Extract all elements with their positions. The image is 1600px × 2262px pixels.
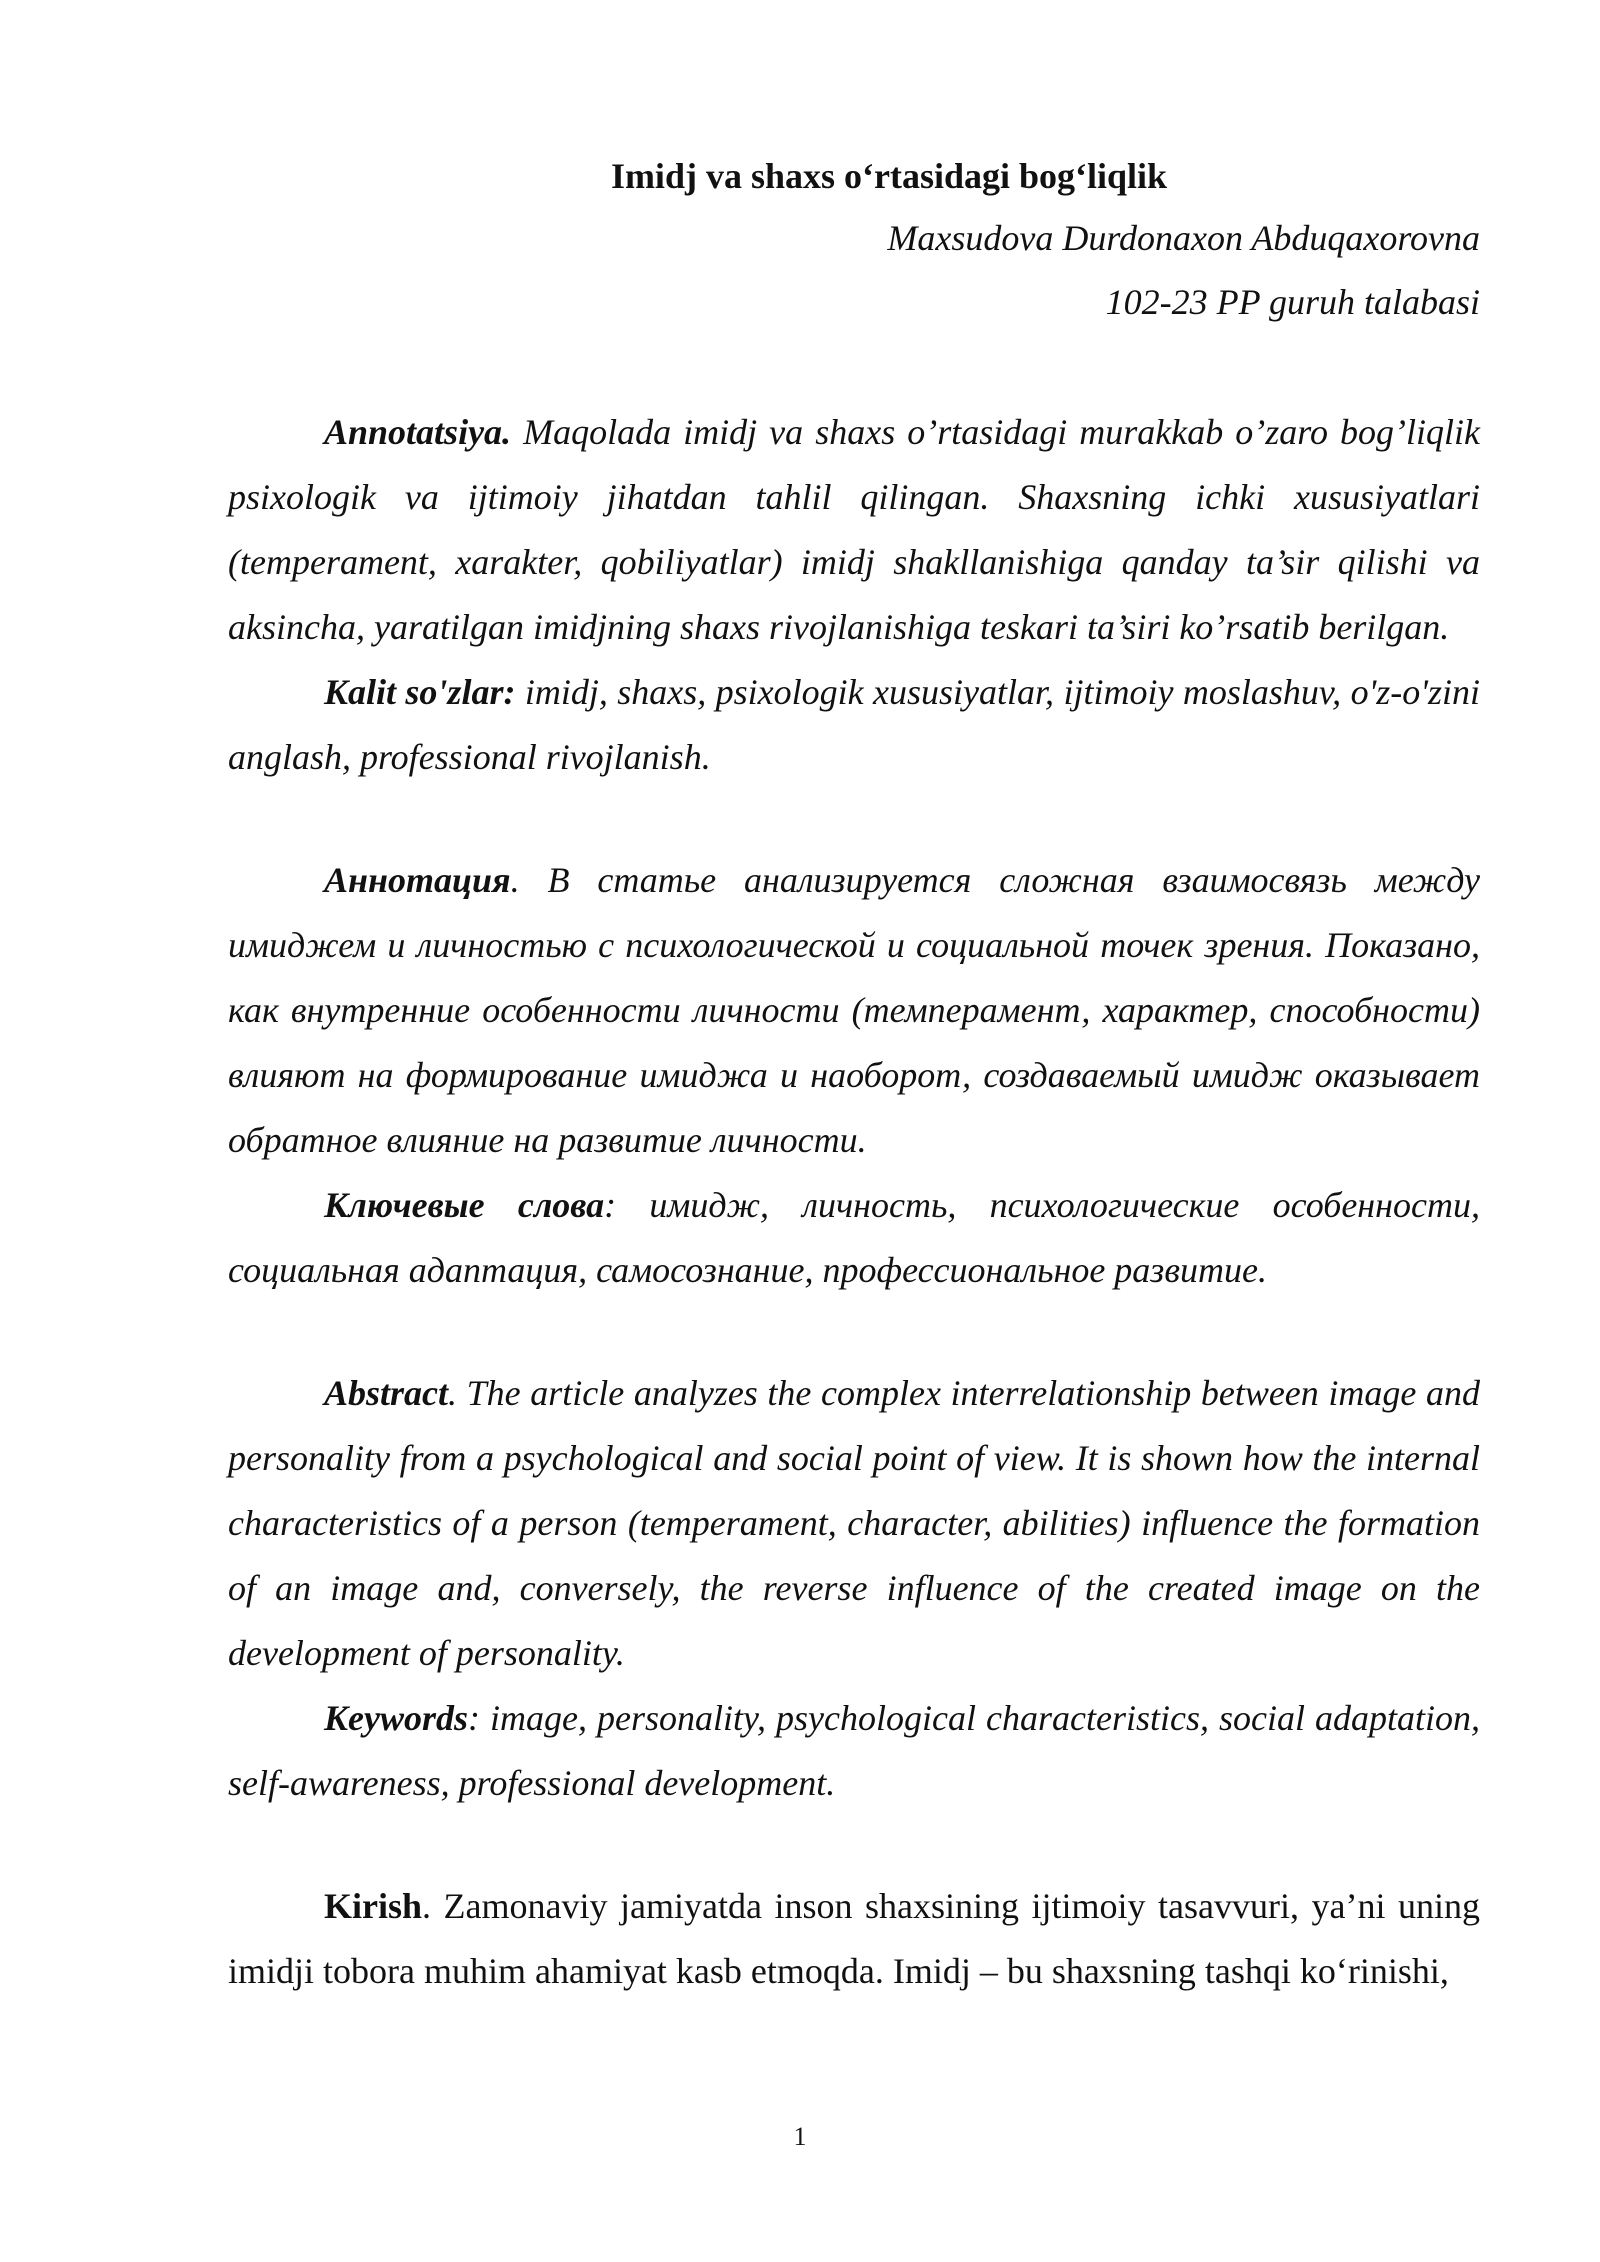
keywords-en-label: Keywords — [324, 1698, 468, 1738]
annotation-uz-label: Annotatsiya. — [324, 412, 512, 452]
introduction-text: . Zamonaviy jamiyatda inson shaxsining ijtimoiy tasavvuri, ya’ni uning imidji tobora muhim ahamiyat kasb etmoqda. Imidj – bu shaxsning tashqi ko‘rinishi, — [228, 1886, 1480, 1991]
annotation-ru-label: Аннотация — [324, 860, 511, 900]
document-page — [228, 150, 1480, 2004]
keywords-ru-text: : имидж, личность, психологические особенности, социальная адаптация, самосознание, профессиональное развитие. — [228, 1185, 1480, 1290]
keywords-en-text: : image, personality, psychological characteristics, social adaptation, self-awareness, professional development. — [228, 1698, 1480, 1803]
abstract-en-label: Abstract — [324, 1373, 449, 1413]
page-number: 1 — [793, 2122, 807, 2151]
introduction — [228, 1874, 1480, 2004]
annotation-uz-text: Maqolada imidj va shaxs o’rtasidagi murakkab o’zaro bog’liqlik psixologik va ijtimoiy jihatdan tahlil qilingan. Shaxsning ichki xususiyatlari (temperament, xarakter, qobiliyatlar) imidj shakllanishiga qanday ta’sir qilishi va aksincha, yaratilgan imidjning shaxs rivojlanishiga teskari ta’siri ko’rsatib berilgan. — [228, 412, 1480, 647]
document-title: Imidj va shaxs o‘rtasidagi bog‘liqlik — [610, 156, 1168, 196]
keywords-ru-label: Ключевые слова — [324, 1185, 605, 1225]
abstract-en-text: . The article analyzes the complex interrelationship between image and personality from a psychological and social point of view. It is shown how the internal characteristics of a person (temperament, character, abilities) influence the formation of an image and, conversely, the reverse influence of the created image on the development of personality. — [228, 1373, 1480, 1673]
annotation-uz — [228, 400, 1480, 660]
annotation-ru — [228, 848, 1480, 1173]
keywords-en — [228, 1686, 1480, 1816]
abstract-en — [228, 1361, 1480, 1686]
author-group: 102-23 PP guruh talabasi — [1105, 282, 1480, 322]
keywords-uz-label: Kalit so'zlar: — [324, 672, 516, 712]
keywords-uz — [228, 660, 1480, 790]
keywords-ru — [228, 1173, 1480, 1303]
keywords-uz-text: imidj, shaxs, psixologik xususiyatlar, ijtimoiy moslashuv, o'z-o'zini anglash, professional rivojlanish. — [228, 672, 1480, 777]
author-name: Maxsudova Durdonaxon Abduqaxorovna — [887, 218, 1480, 258]
annotation-ru-text: . В статье анализируется сложная взаимосвязь между имиджем и личностью с психологической и социальной точек зрения. Показано, как внутренние особенности личности (темперамент, характер, способности) влияют на формирование имиджа и наоборот, создаваемый имидж оказывает обратное влияние на развитие личности. — [228, 860, 1480, 1160]
introduction-label: Kirish — [324, 1886, 423, 1926]
